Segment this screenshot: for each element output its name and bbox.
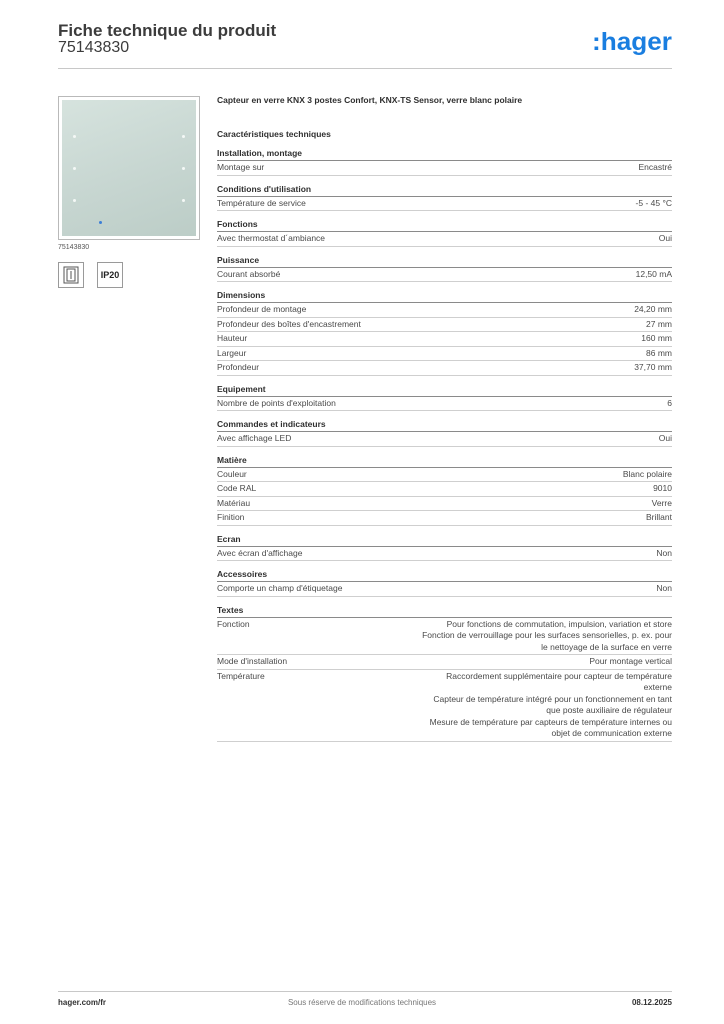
spec-value: 12,50 mA — [635, 268, 672, 279]
spec-value: 86 mm — [646, 347, 672, 358]
spec-content — [217, 95, 672, 742]
spec-value: Oui — [658, 233, 672, 243]
spec-label: Température — [217, 670, 265, 681]
section-title: Puissance — [217, 255, 672, 268]
ip-rating-label: IP20 — [100, 270, 120, 280]
section-title: Commandes et indicateurs — [217, 419, 672, 432]
ip-rating-badge — [97, 262, 123, 288]
spec-section — [217, 219, 672, 247]
hager-logo — [592, 27, 672, 57]
spec-row — [217, 397, 672, 412]
spec-label: Courant absorbé — [217, 268, 281, 279]
button-marker-icon — [73, 135, 76, 138]
spec-section — [217, 534, 672, 562]
spec-row — [217, 197, 672, 212]
spec-label: Mode d'installation — [217, 656, 288, 666]
spec-value: Non — [656, 547, 672, 558]
spec-section — [217, 255, 672, 283]
spec-row — [217, 655, 672, 670]
footer-divider — [58, 991, 672, 992]
spec-row — [217, 618, 672, 656]
spec-value: 27 mm — [646, 318, 672, 329]
glass-sensor-icon — [62, 100, 196, 236]
spec-label: Hauteur — [217, 333, 248, 343]
spec-value: Raccordement supplémentaire pour capteur de température externe Capteur de température intégré pour un fonctionnement en tant que poste auxiliaire de régulateur Mesure de température par capteurs de température internes ou objet de communication externe — [429, 670, 672, 738]
spec-value: 9010 — [653, 483, 672, 493]
spec-label: Température de service — [217, 197, 306, 208]
spec-label: Matériau — [217, 497, 251, 508]
spec-value: Oui — [658, 433, 672, 443]
spec-section — [217, 419, 672, 447]
spec-row — [217, 232, 672, 247]
footer-disclaimer: Sous réserve de modifications techniques — [287, 998, 437, 1007]
spec-value: Verre — [651, 497, 672, 508]
spec-label: Couleur — [217, 468, 247, 479]
spec-row — [217, 468, 672, 483]
spec-label: Avec écran d'affichage — [217, 547, 303, 558]
section-title: Dimensions — [217, 290, 672, 303]
spec-row — [217, 161, 672, 176]
page-title: Fiche technique du produit — [58, 21, 277, 40]
footer-website-link[interactable]: hager.com/fr — [58, 998, 107, 1007]
section-title: Textes — [217, 605, 672, 618]
section-title: Equipement — [217, 384, 672, 397]
spec-value: 160 mm — [641, 333, 672, 343]
hager-logo-text: :hager — [592, 28, 672, 56]
product-frame-icon — [58, 262, 84, 288]
spec-label: Profondeur de montage — [217, 304, 307, 314]
spec-value: Pour montage vertical — [589, 656, 672, 666]
spec-row — [217, 318, 672, 333]
spec-section — [217, 455, 672, 526]
spec-section — [217, 384, 672, 412]
section-title: Matière — [217, 455, 672, 468]
footer-date: 08.12.2025 — [631, 998, 672, 1007]
section-title: Fonctions — [217, 219, 672, 232]
spec-row — [217, 582, 672, 597]
spec-row — [217, 482, 672, 497]
spec-sections — [217, 148, 672, 742]
spec-value: Encastré — [638, 162, 672, 172]
spec-section — [217, 148, 672, 176]
section-title: Ecran — [217, 534, 672, 547]
spec-value: Non — [656, 583, 672, 593]
spec-row — [217, 332, 672, 347]
image-caption: 75143830 — [58, 244, 90, 251]
spec-row — [217, 361, 672, 376]
spec-value: Blanc polaire — [622, 468, 672, 479]
spec-label: Avec thermostat d´ambiance — [217, 233, 326, 243]
spec-row — [217, 303, 672, 318]
spec-row — [217, 670, 672, 742]
product-image — [58, 96, 200, 240]
spec-label: Avec affichage LED — [217, 433, 292, 443]
technical-characteristics-heading: Caractéristiques techniques — [217, 129, 331, 139]
spec-section — [217, 184, 672, 212]
spec-row — [217, 547, 672, 562]
spec-section — [217, 290, 672, 376]
button-marker-icon — [73, 167, 76, 170]
spec-value: 24,20 mm — [634, 304, 672, 314]
spec-label: Montage sur — [217, 162, 265, 172]
spec-section — [217, 569, 672, 597]
button-marker-icon — [182, 135, 185, 138]
button-marker-icon — [182, 199, 185, 202]
spec-row — [217, 497, 672, 512]
section-title: Installation, montage — [217, 148, 672, 161]
spec-row — [217, 511, 672, 526]
spec-label: Fonction — [217, 618, 250, 629]
spec-label: Profondeur — [217, 362, 260, 372]
section-title: Accessoires — [217, 569, 672, 582]
spec-value: 6 — [667, 397, 672, 408]
spec-value: Brillant — [646, 512, 672, 522]
spec-row — [217, 432, 672, 447]
status-led-icon — [99, 221, 102, 224]
spec-label: Largeur — [217, 347, 247, 358]
spec-value: -5 - 45 °C — [635, 197, 672, 208]
header-divider — [58, 68, 672, 69]
product-reference: 75143830 — [58, 39, 130, 56]
spec-label: Comporte un champ d'étiquetage — [217, 583, 343, 593]
button-marker-icon — [73, 199, 76, 202]
spec-row — [217, 268, 672, 283]
spec-value: 37,70 mm — [634, 362, 672, 372]
spec-value: Pour fonctions de commutation, impulsion, variation et store Fonction de verrouillage pour les surfaces sensorielles, p. ex. pour le nettoyage de la surface en verre — [422, 618, 672, 652]
button-marker-icon — [182, 167, 185, 170]
section-title: Conditions d'utilisation — [217, 184, 672, 197]
spec-label: Nombre de points d'exploitation — [217, 397, 336, 408]
spec-row — [217, 347, 672, 362]
spec-section — [217, 605, 672, 742]
spec-label: Finition — [217, 512, 245, 522]
product-title: Capteur en verre KNX 3 postes Confort, KNX-TS Sensor, verre blanc polaire — [217, 95, 523, 105]
spec-label: Profondeur des boîtes d'encastrement — [217, 318, 361, 329]
spec-label: Code RAL — [217, 483, 257, 493]
